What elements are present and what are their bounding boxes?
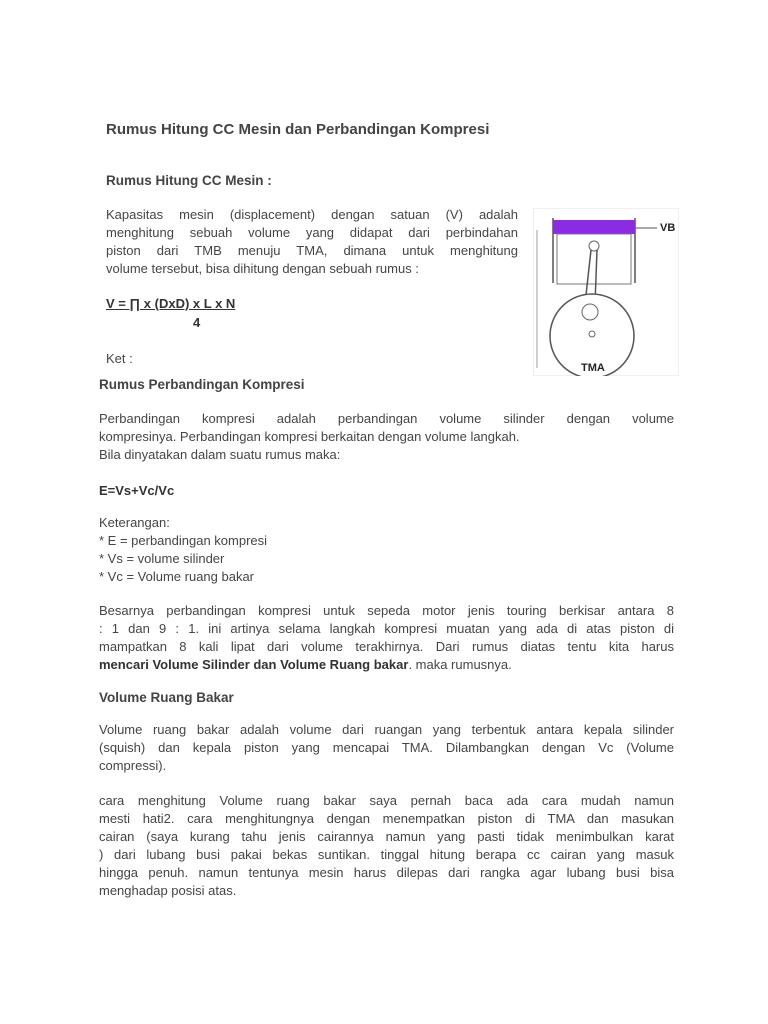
text-line: mesti hati2. cara menghitungnya dengan menempatkan piston di TMA dan masukan — [99, 811, 674, 826]
cc-formula-denominator: 4 — [193, 315, 201, 330]
section3-heading: Volume Ruang Bakar — [99, 690, 234, 705]
text-line: cairan (saya kurang tahu jenis cairannya namun yang pasti tidak menimbulkan karat — [99, 829, 674, 844]
section2-paragraph2 — [99, 602, 674, 674]
text-line: volume tersebut, bisa dihitung dengan sebuah rumus : — [106, 261, 419, 276]
compression-formula: E=Vs+Vc/Vc — [99, 483, 175, 498]
keterangan-list — [99, 514, 267, 586]
list-item: * Vs = volume silinder — [99, 551, 225, 566]
ket-label: Ket : — [106, 351, 133, 366]
text-line: mampatkan 8 kali lipat dari volume terakhirnya. Dari rumus diatas tentu kita harus — [99, 639, 674, 654]
text-line: ) dari lubang busi pakai bekas suntikan. tinggal hitung berapa cc cairan yang masuk — [99, 847, 674, 862]
section2-heading: Rumus Perbandingan Kompresi — [99, 377, 305, 392]
text-line — [99, 656, 674, 674]
text-line: compressi). — [99, 758, 167, 773]
label-vb: VB — [660, 222, 676, 234]
section1-heading: Rumus Hitung CC Mesin : — [106, 173, 272, 188]
section3-paragraph2 — [99, 792, 674, 900]
section1-paragraph — [106, 206, 518, 278]
cc-formula: V = ∏ x (DxD) x L x N — [106, 296, 236, 311]
text-line: Bila dinyatakan dalam suatu rumus maka: — [99, 447, 341, 462]
section2-paragraph — [99, 410, 674, 464]
text-line: menghadap posisi atas. — [99, 883, 237, 898]
bold-phrase: mencari Volume Silinder dan Volume Ruang bakar — [99, 657, 409, 672]
list-item: * Vc = Volume ruang bakar — [99, 569, 255, 584]
piston-diagram — [533, 208, 679, 376]
label-tma: TMA — [581, 362, 605, 374]
section3-paragraph — [99, 721, 674, 775]
text-line: cara menghitung Volume ruang bakar saya pernah baca ada cara mudah namun — [99, 793, 674, 808]
page-title: Rumus Hitung CC Mesin dan Perbandingan Kompresi — [106, 121, 490, 138]
list-item: * E = perbandingan kompresi — [99, 533, 268, 548]
text-line: piston dari TMB menuju TMA, dimana untuk menghitung — [106, 243, 518, 258]
text-line: Kapasitas mesin (displacement) dengan satuan (V) adalah — [106, 207, 518, 222]
piston-diagram-illustration — [533, 208, 679, 376]
keterangan-label: Keterangan: — [99, 515, 170, 530]
text-line: Volume ruang bakar adalah volume dari ruangan yang terbentuk antara kepala silinder — [99, 722, 674, 737]
text-line: kompresinya. Perbandingan kompresi berkaitan dengan volume langkah. — [99, 429, 520, 444]
text-line: hingga penuh. namun tentunya mesin harus dilepas dari rangka agar lubang busi bisa — [99, 865, 674, 880]
text-line: (squish) dan kepala piston yang mencapai TMA. Dilambangkan dengan Vc (Volume — [99, 740, 674, 755]
text-line: Perbandingan kompresi adalah perbandingan volume silinder dengan volume — [99, 411, 674, 426]
text-line: : 1 dan 9 : 1. ini artinya selama langkah kompresi muatan yang ada di atas piston di — [99, 621, 674, 636]
text-tail: . maka rumusnya. — [408, 657, 512, 672]
text-line: menghitung sebuah volume yang didapat dari perbindahan — [106, 225, 518, 240]
text-line: Besarnya perbandingan kompresi untuk sepeda motor jenis touring berkisar antara 8 — [99, 603, 674, 618]
